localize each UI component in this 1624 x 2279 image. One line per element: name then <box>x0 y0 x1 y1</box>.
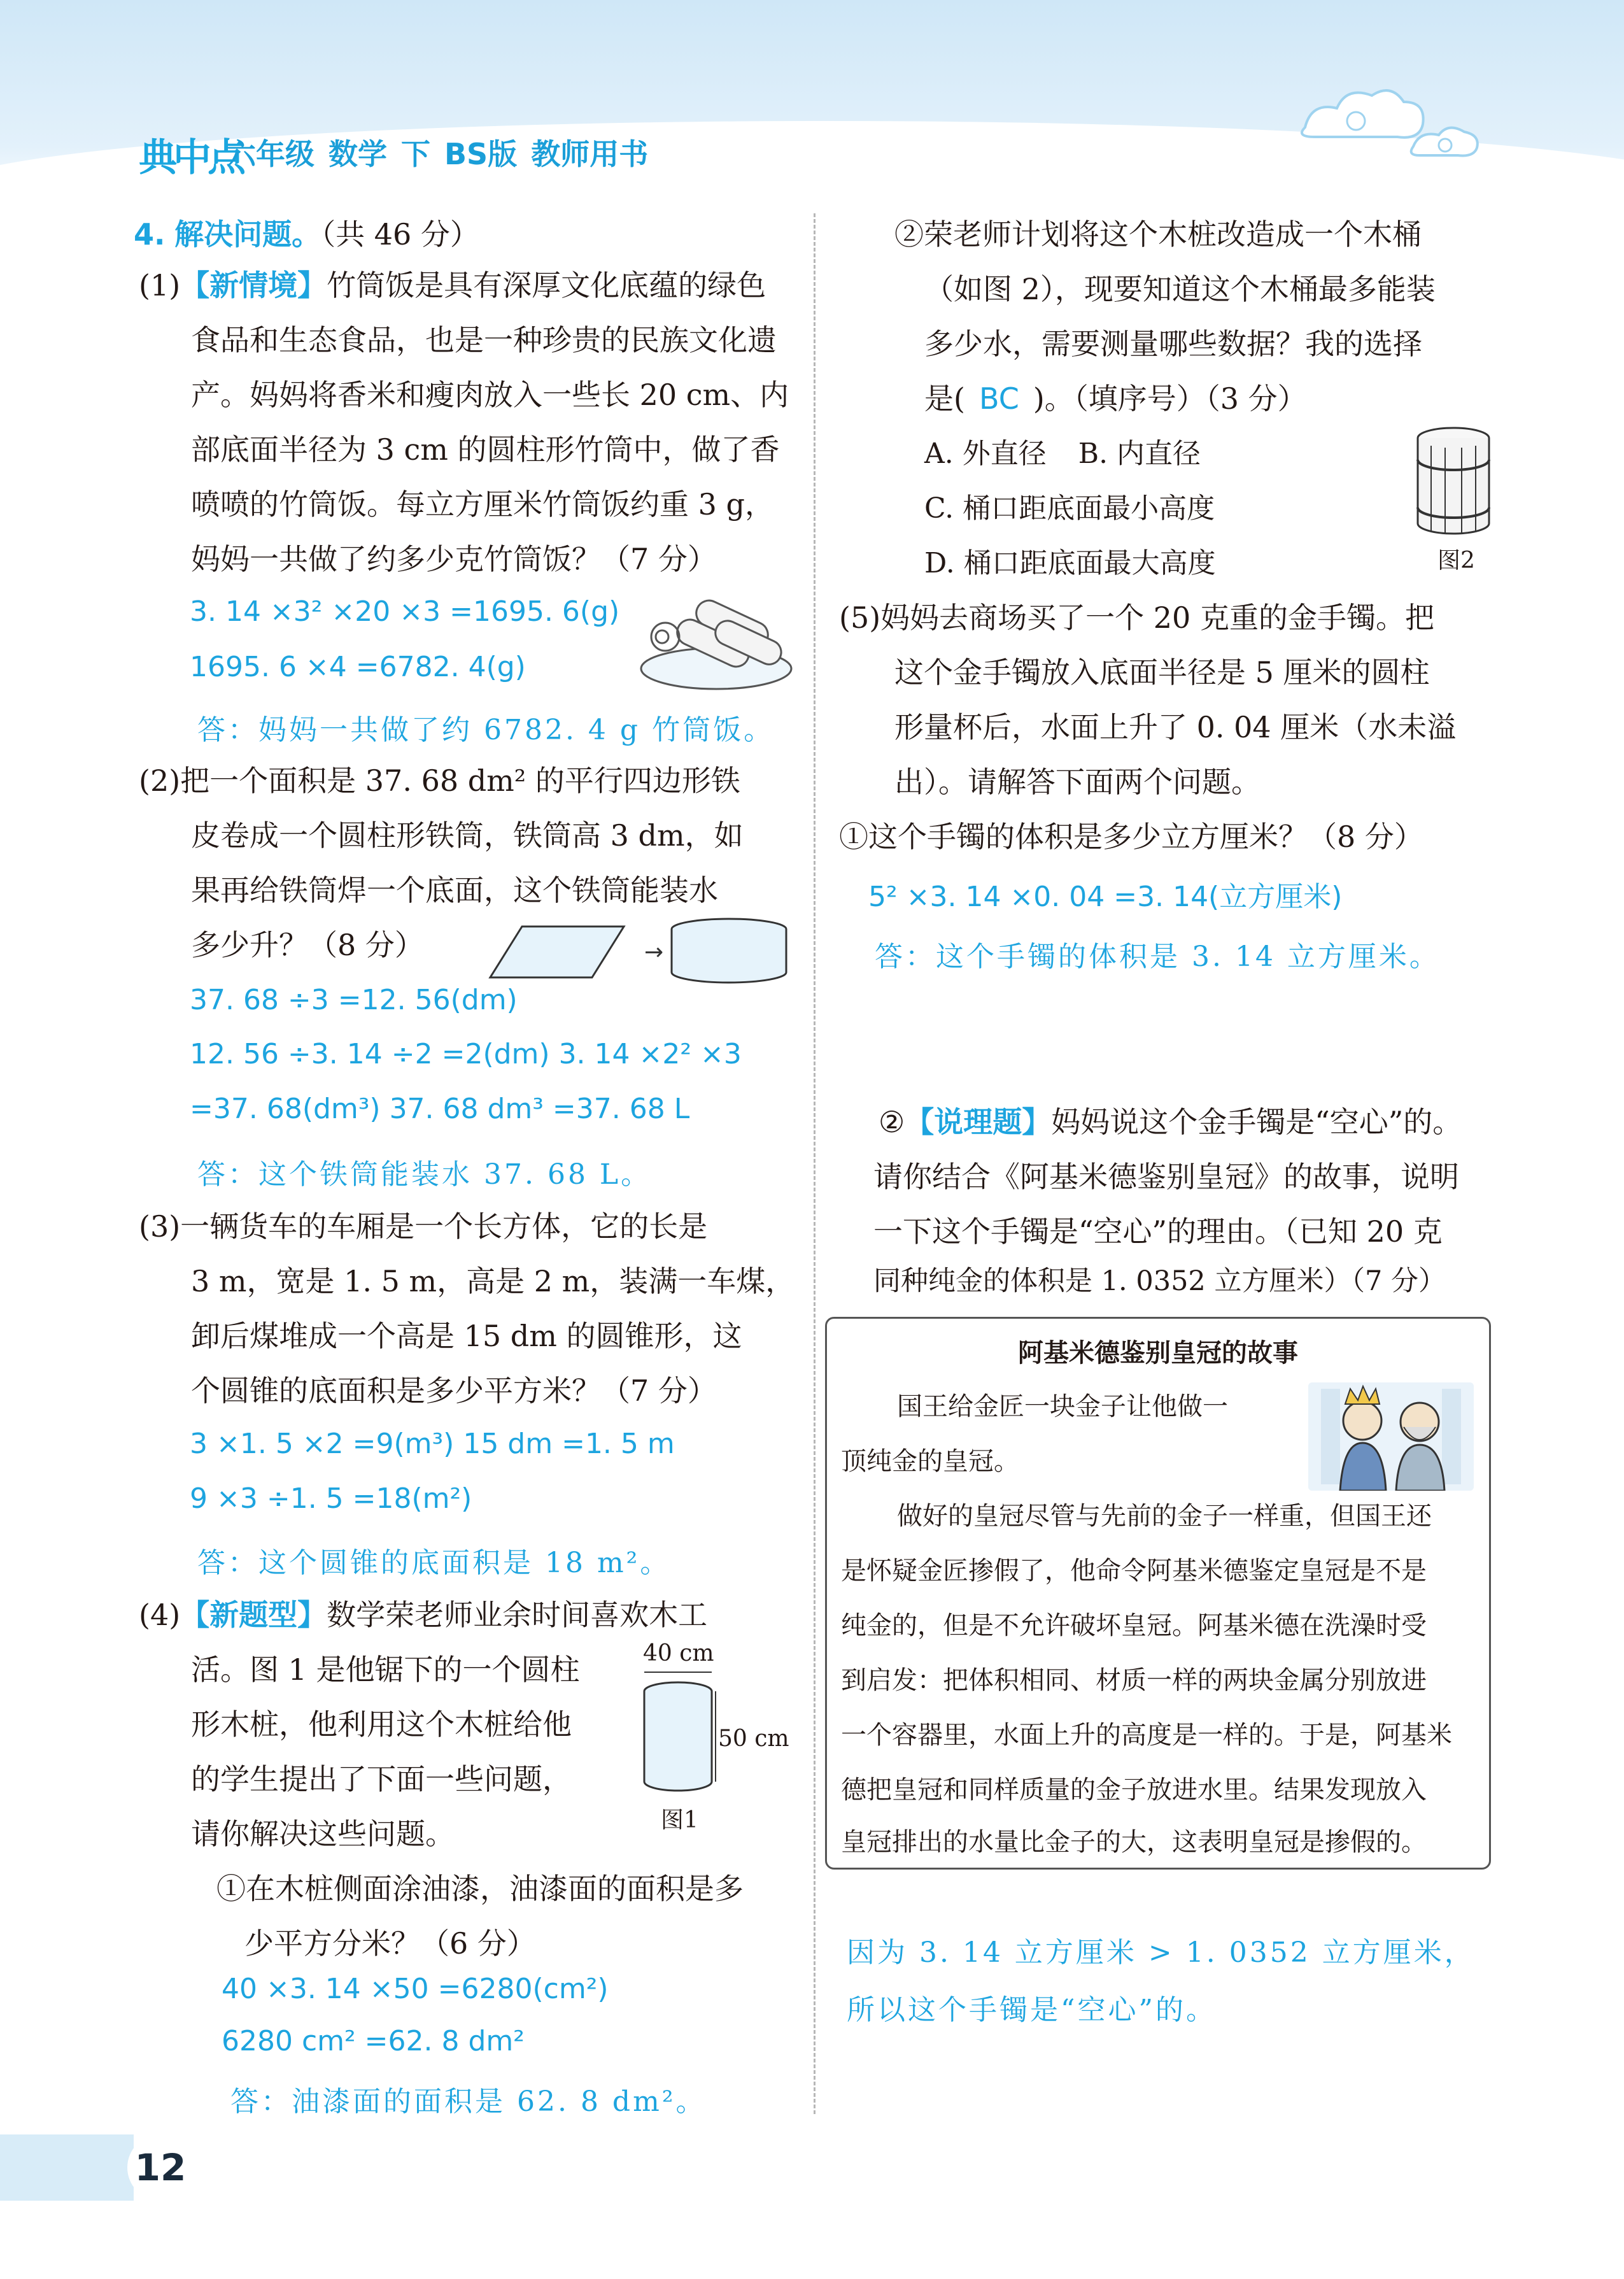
svg-text:→: → <box>644 939 664 965</box>
q4-sub1-answer-1: 40 ×3. 14 ×50 =6280(cm²) <box>222 1973 609 2005</box>
q1-answer-1: 3. 14 ×3² ×20 ×3 =1695. 6(g) <box>190 595 620 628</box>
q1-line-1: (1)【新情境】竹筒饭是具有深厚文化底蕴的绿色 <box>139 268 766 302</box>
section-heading: 4. 解决问题。（共 46 分） <box>134 217 479 252</box>
option-c: C. 桶口距底面最小高度 <box>924 492 1215 525</box>
q5-sub2-line-1: ②【说理题】妈妈说这个金手镯是“空心”的。 <box>879 1105 1462 1139</box>
archimedes-story-box <box>825 1317 1491 1870</box>
q4-sub2-answer: BC <box>978 381 1019 416</box>
q4-sub1-line-2: 少平方分米？（6 分） <box>244 1926 536 1961</box>
q4-line-3: 形木桩，他利用这个木桩给他 <box>191 1707 572 1742</box>
q1-line-3: 产。妈妈将香米和瘦肉放入一些长 20 cm、内 <box>191 378 789 412</box>
story-line-2: 顶纯金的皇冠。 <box>841 1447 1019 1476</box>
q5-sub2-tag: 【说理题】 <box>905 1105 1052 1139</box>
header-edition: BS版 <box>444 137 518 171</box>
q2-number: (2) <box>139 763 181 798</box>
q1-conclusion: 答：妈妈一共做了约 6782. 4 g 竹筒饭。 <box>197 714 775 746</box>
q4-tag: 【新题型】 <box>180 1598 327 1632</box>
q4-sub2-line-3: 多少水，需要测量哪些数据？我的选择 <box>924 327 1422 361</box>
q3-conclusion: 答：这个圆锥的底面积是 18 m²。 <box>197 1547 671 1579</box>
parallelogram-to-cylinder-figure <box>477 914 796 990</box>
q4-line-1: (4)【新题型】数学荣老师业余时间喜欢木工 <box>139 1598 708 1632</box>
story-line-3: 做好的皇冠尽管与先前的金子一样重，但国王还 <box>897 1502 1432 1531</box>
q5-line-2: 这个金手镯放入底面半径是 5 厘米的圆柱 <box>894 655 1430 690</box>
q2-answer-3: =37. 68(dm³) 37. 68 dm³ =37. 68 L <box>190 1093 690 1125</box>
story-line-9: 皇冠排出的水量比金子的大，这表明皇冠是掺假的。 <box>841 1828 1427 1857</box>
q5-sub2-line-4: 同种纯金的体积是 1. 0352 立方厘米）（7 分） <box>873 1265 1446 1297</box>
story-line-1: 国王给金匠一块金子让他做一 <box>897 1392 1228 1421</box>
fig1-diameter-label: 40 cm <box>643 1640 714 1666</box>
q5-line-1: (5)妈妈去商场买了一个 20 克重的金手镯。把 <box>839 600 1434 635</box>
q1-line-6: 妈妈一共做了约多少克竹筒饭？（7 分） <box>191 542 717 576</box>
q1-line-5: 喷喷的竹筒饭。每立方厘米竹筒饭约重 3 g， <box>191 487 774 522</box>
q2-conclusion: 答：这个铁筒能装水 37. 68 L。 <box>197 1158 652 1191</box>
q4-line-2: 活。图 1 是他锯下的一个圆柱 <box>191 1652 580 1687</box>
option-a-b <box>924 430 1201 471</box>
story-line-5: 纯金的，但是不允许破坏皇冠。阿基米德在洗澡时受 <box>841 1611 1427 1640</box>
q5-sub2-line-3: 一下这个手镯是“空心”的理由。（已知 20 克 <box>873 1214 1443 1249</box>
q5-sub2-line-2: 请你结合《阿基米德鉴别皇冠》的故事，说明 <box>873 1160 1459 1194</box>
header-book-type: 教师用书 <box>531 137 649 171</box>
q2-answer-1: 37. 68 ÷3 =12. 56(dm) <box>190 984 518 1016</box>
q3-line-1: (3)一辆货车的车厢是一个长方体，它的长是 <box>139 1209 708 1244</box>
q1-line-2: 食品和生态食品，也是一种珍贵的民族文化遗 <box>191 323 777 357</box>
wooden-bucket-figure <box>1412 422 1495 543</box>
q2-line-1: (2)把一个面积是 37. 68 dm² 的平行四边形铁 <box>139 763 740 798</box>
story-line-7: 一个容器里，水面上升的高度是一样的。于是，阿基米 <box>841 1721 1452 1750</box>
q3-answer-2: 9 ×3 ÷1. 5 =18(m²) <box>190 1482 472 1515</box>
option-d: D. 桶口距底面最大高度 <box>924 547 1216 579</box>
option-a: A. 外直径 <box>924 437 1047 470</box>
q1-answer-2: 1695. 6 ×4 =6782. 4(g) <box>190 651 526 683</box>
q1-tag: 【新情境】 <box>180 268 327 302</box>
q5-sub2-answer-1: 因为 3. 14 立方厘米 > 1. 0352 立方厘米， <box>847 1936 1475 1969</box>
q5-number: (5) <box>839 600 881 635</box>
q4-sub2-line-2: （如图 2），现要知道这个木桶最多能装 <box>924 272 1436 306</box>
q4-number: (4) <box>139 1598 181 1632</box>
q5-line-3: 形量杯后，水面上升了 0. 04 厘米（水未溢 <box>894 710 1457 744</box>
q4-sub1-line-1: ①在木桩侧面涂油漆，油漆面的面积是多 <box>216 1871 744 1906</box>
q5-sub1-answer: 5² ×3. 14 ×0. 04 =3. 14(立方厘米) <box>868 881 1343 913</box>
cloud-icon <box>1292 76 1496 166</box>
q5-sub2-answer-2: 所以这个手镯是“空心”的。 <box>847 1994 1217 2026</box>
q2-line-2: 皮卷成一个圆柱形铁筒，铁筒高 3 dm，如 <box>191 818 744 853</box>
fig1-height-label: 50 cm <box>718 1726 789 1752</box>
header-term: 下 <box>401 137 430 171</box>
page-number: 12 <box>127 2134 194 2201</box>
q5-sub1-conclusion: 答：这个手镯的体积是 3. 14 立方厘米。 <box>875 941 1440 973</box>
q1-line-4: 部底面半径为 3 cm 的圆柱形竹筒中，做了香 <box>191 432 780 467</box>
story-line-4: 是怀疑金匠掺假了，他命令阿基米德鉴定皇冠是不是 <box>841 1556 1427 1586</box>
q3-line-2: 3 m，宽是 1. 5 m，高是 2 m，装满一车煤， <box>191 1264 795 1298</box>
q2-answer-2: 12. 56 ÷3. 14 ÷2 =2(dm) 3. 14 ×2² ×3 <box>190 1038 742 1070</box>
story-title: 阿基米德鉴别皇冠的故事 <box>1018 1338 1298 1368</box>
q4-sub2-line-4: 是( BC )。（填序号）（3 分） <box>924 381 1307 416</box>
q5-line-4: 出）。请解答下面两个问题。 <box>894 765 1260 799</box>
q4-sub2-line-1: ②荣老师计划将这个木桩改造成一个木桶 <box>894 217 1422 252</box>
q4-sub1-answer-2: 6280 cm² =62. 8 dm² <box>222 2025 525 2057</box>
header-subject: 数学 <box>328 137 387 171</box>
page-number-tab <box>0 2134 134 2201</box>
fig2-caption: 图2 <box>1437 548 1475 574</box>
option-b: B. 内直径 <box>1078 437 1201 470</box>
book-header <box>227 131 662 173</box>
q4-line-5: 请你解决这些问题。 <box>191 1817 455 1851</box>
fig1-caption: 图1 <box>661 1807 698 1833</box>
story-line-8: 德把皇冠和同样质量的金子放进水里。结果发现放入 <box>841 1775 1427 1805</box>
header-grade: 六年级 <box>227 137 314 171</box>
section-title: 解决问题。 <box>174 217 321 252</box>
q2-line-3: 果再给铁筒焊一个底面，这个铁筒能装水 <box>191 873 718 907</box>
publisher-logo: 典中点 <box>139 136 242 180</box>
q2-line-4: 多少升？（8 分） <box>191 928 424 962</box>
q3-number: (3) <box>139 1209 181 1244</box>
king-and-archimedes-illustration <box>1308 1382 1474 1491</box>
q3-line-3: 卸后煤堆成一个高是 15 dm 的圆锥形，这 <box>191 1319 742 1353</box>
section-points: （共 46 分） <box>321 217 479 252</box>
q4-line-4: 的学生提出了下面一些问题， <box>191 1762 572 1796</box>
column-divider <box>814 213 816 2114</box>
q3-answer-1: 3 ×1. 5 ×2 =9(m³) 15 dm =1. 5 m <box>190 1428 675 1460</box>
wood-stump-cylinder-figure <box>637 1668 719 1802</box>
q5-sub1-question: ①这个手镯的体积是多少立方厘米？（8 分） <box>839 820 1423 854</box>
q3-line-4: 个圆锥的底面积是多少平方米？（7 分） <box>191 1374 717 1408</box>
story-line-6: 到启发：把体积相同、材质一样的两块金属分别放进 <box>841 1666 1427 1695</box>
q4-sub1-conclusion: 答：油漆面的面积是 62. 8 dm²。 <box>230 2085 707 2118</box>
bamboo-rice-icon <box>637 586 796 694</box>
q1-number: (1) <box>139 268 181 302</box>
